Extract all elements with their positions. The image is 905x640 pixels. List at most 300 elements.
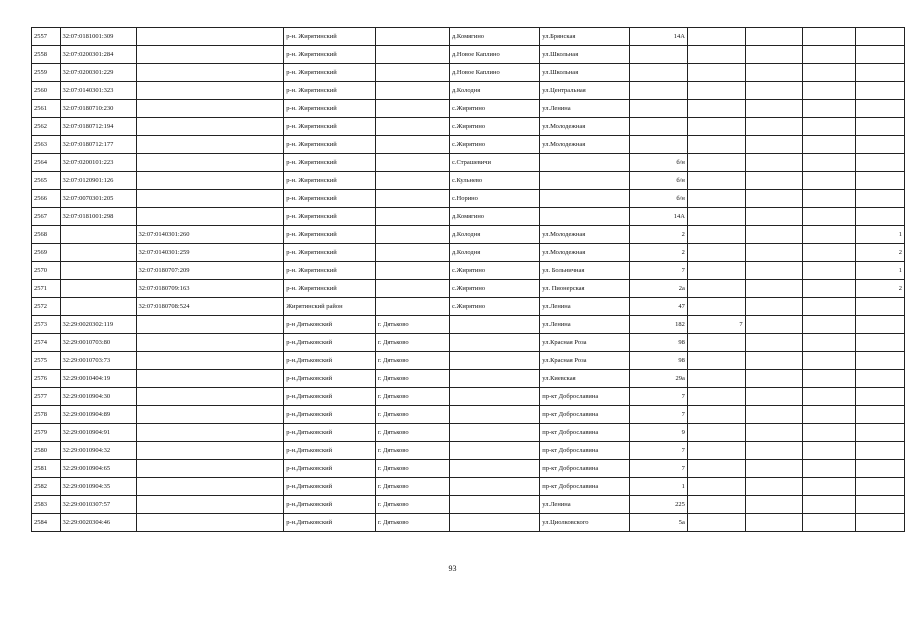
cadastral-number-alt-cell: 32:07:0140301:259 xyxy=(136,244,284,262)
cadastral-number-alt-cell xyxy=(136,208,284,226)
cadastral-number-alt-cell xyxy=(136,388,284,406)
city-cell xyxy=(375,82,449,100)
extra-cell-2 xyxy=(803,172,856,190)
street-cell: пр-кт Доброславина xyxy=(540,424,630,442)
district-cell: р-н. Жирятинский xyxy=(284,154,376,172)
city-cell: г. Дятьково xyxy=(375,442,449,460)
cadastral-number-alt-cell xyxy=(136,118,284,136)
street-cell: ул. Пионерская xyxy=(540,280,630,298)
row-number-cell: 2584 xyxy=(32,514,61,532)
row-number-cell: 2583 xyxy=(32,496,61,514)
extra-cell-2 xyxy=(803,154,856,172)
extra-cell-2 xyxy=(803,208,856,226)
extra-cell-2 xyxy=(803,424,856,442)
settlement-cell xyxy=(450,442,540,460)
cadastral-number-cell: 32:07:0070301:205 xyxy=(60,190,136,208)
building-cell xyxy=(687,64,745,82)
cadastral-number-cell: 32:29:0010904:65 xyxy=(60,460,136,478)
street-cell: ул.Ленина xyxy=(540,496,630,514)
extra-cell-1 xyxy=(745,46,803,64)
building-cell xyxy=(687,28,745,46)
row-number-cell: 2561 xyxy=(32,100,61,118)
building-cell xyxy=(687,424,745,442)
extra-cell-2 xyxy=(803,64,856,82)
extra-cell-2 xyxy=(803,496,856,514)
district-cell: р-н.Дятьковский xyxy=(284,424,376,442)
building-cell xyxy=(687,442,745,460)
city-cell xyxy=(375,226,449,244)
settlement-cell: с.Норино xyxy=(450,190,540,208)
apartment-cell xyxy=(855,406,904,424)
row-number-cell: 2560 xyxy=(32,82,61,100)
street-cell xyxy=(540,208,630,226)
extra-cell-1 xyxy=(745,352,803,370)
table-row xyxy=(32,334,905,352)
district-cell: р-н. Жирятинский xyxy=(284,226,376,244)
building-cell xyxy=(687,280,745,298)
city-cell: г. Дятьково xyxy=(375,424,449,442)
apartment-cell xyxy=(855,100,904,118)
apartment-cell xyxy=(855,46,904,64)
apartment-cell xyxy=(855,118,904,136)
row-number-cell: 2577 xyxy=(32,388,61,406)
district-cell: р-н.Дятьковский xyxy=(284,514,376,532)
extra-cell-1 xyxy=(745,280,803,298)
city-cell xyxy=(375,262,449,280)
district-cell: р-н.Дятьковский xyxy=(284,460,376,478)
row-number-cell: 2557 xyxy=(32,28,61,46)
settlement-cell: с.Жирятино xyxy=(450,280,540,298)
city-cell xyxy=(375,172,449,190)
house-number-cell xyxy=(629,64,687,82)
settlement-cell: д.Комягино xyxy=(450,28,540,46)
district-cell: р-н.Дятьковский xyxy=(284,352,376,370)
building-cell xyxy=(687,370,745,388)
district-cell: р-н. Жирятинский xyxy=(284,172,376,190)
street-cell: ул.Молодежная xyxy=(540,118,630,136)
apartment-cell xyxy=(855,424,904,442)
row-number-cell: 2558 xyxy=(32,46,61,64)
cadastral-number-cell: 32:29:0010904:35 xyxy=(60,478,136,496)
extra-cell-2 xyxy=(803,316,856,334)
street-cell: ул.Красная Роза xyxy=(540,334,630,352)
district-cell: р-н. Жирятинский xyxy=(284,280,376,298)
row-number-cell: 2578 xyxy=(32,406,61,424)
table-row xyxy=(32,424,905,442)
apartment-cell xyxy=(855,28,904,46)
cadastral-number-cell: 32:07:0200301:284 xyxy=(60,46,136,64)
extra-cell-2 xyxy=(803,82,856,100)
city-cell: г. Дятьково xyxy=(375,514,449,532)
row-number-cell: 2569 xyxy=(32,244,61,262)
settlement-cell: д.Колодня xyxy=(450,82,540,100)
extra-cell-2 xyxy=(803,262,856,280)
extra-cell-1 xyxy=(745,172,803,190)
house-number-cell xyxy=(629,46,687,64)
apartment-cell xyxy=(855,64,904,82)
district-cell: р-н. Жирятинский xyxy=(284,64,376,82)
house-number-cell: 9 xyxy=(629,424,687,442)
extra-cell-2 xyxy=(803,226,856,244)
extra-cell-2 xyxy=(803,370,856,388)
cadastral-number-cell xyxy=(60,226,136,244)
cadastral-number-alt-cell xyxy=(136,424,284,442)
extra-cell-2 xyxy=(803,388,856,406)
street-cell: ул.Молодежная xyxy=(540,226,630,244)
district-cell: р-н. Жирятинский xyxy=(284,262,376,280)
cadastral-number-cell: 32:07:0200101:223 xyxy=(60,154,136,172)
district-cell: р-н.Дятьковский xyxy=(284,406,376,424)
city-cell xyxy=(375,136,449,154)
house-number-cell: 7 xyxy=(629,262,687,280)
table-body xyxy=(32,28,905,532)
row-number-cell: 2574 xyxy=(32,334,61,352)
apartment-cell xyxy=(855,478,904,496)
cadastral-number-cell: 32:07:0180712:177 xyxy=(60,136,136,154)
extra-cell-1 xyxy=(745,154,803,172)
settlement-cell xyxy=(450,406,540,424)
table-row xyxy=(32,370,905,388)
table-row xyxy=(32,46,905,64)
district-cell: р-н.Дятьковский xyxy=(284,334,376,352)
cadastral-number-cell: 32:07:0200301:229 xyxy=(60,64,136,82)
extra-cell-1 xyxy=(745,262,803,280)
house-number-cell xyxy=(629,100,687,118)
extra-cell-1 xyxy=(745,370,803,388)
district-cell: р-н. Жирятинский xyxy=(284,28,376,46)
city-cell xyxy=(375,244,449,262)
table-row xyxy=(32,172,905,190)
building-cell xyxy=(687,118,745,136)
house-number-cell: 5а xyxy=(629,514,687,532)
street-cell xyxy=(540,172,630,190)
cadastral-number-alt-cell xyxy=(136,352,284,370)
house-number-cell: 29а xyxy=(629,370,687,388)
settlement-cell: с.Жирятино xyxy=(450,118,540,136)
row-number-cell: 2568 xyxy=(32,226,61,244)
district-cell: р-н. Жирятинский xyxy=(284,46,376,64)
cadastral-number-cell xyxy=(60,280,136,298)
cadastral-number-cell: 32:07:0140301:323 xyxy=(60,82,136,100)
city-cell xyxy=(375,64,449,82)
extra-cell-2 xyxy=(803,478,856,496)
settlement-cell xyxy=(450,496,540,514)
building-cell xyxy=(687,496,745,514)
city-cell: г. Дятьково xyxy=(375,496,449,514)
row-number-cell: 2571 xyxy=(32,280,61,298)
apartment-cell xyxy=(855,136,904,154)
city-cell: г. Дятьково xyxy=(375,406,449,424)
street-cell: ул.Киевская xyxy=(540,370,630,388)
district-cell: Жирятинский район xyxy=(284,298,376,316)
house-number-cell xyxy=(629,136,687,154)
row-number-cell: 2575 xyxy=(32,352,61,370)
street-cell: ул.Ленина xyxy=(540,316,630,334)
building-cell xyxy=(687,136,745,154)
cadastral-number-alt-cell xyxy=(136,514,284,532)
row-number-cell: 2570 xyxy=(32,262,61,280)
extra-cell-1 xyxy=(745,334,803,352)
extra-cell-2 xyxy=(803,352,856,370)
table-row xyxy=(32,316,905,334)
cadastral-number-cell: 32:29:0010307:57 xyxy=(60,496,136,514)
settlement-cell: д.Колодня xyxy=(450,244,540,262)
extra-cell-2 xyxy=(803,28,856,46)
street-cell: ул. Больничная xyxy=(540,262,630,280)
table-row xyxy=(32,298,905,316)
table-row xyxy=(32,496,905,514)
cadastral-number-cell: 32:29:0010904:32 xyxy=(60,442,136,460)
city-cell xyxy=(375,298,449,316)
cadastral-number-alt-cell: 32:07:0180707:209 xyxy=(136,262,284,280)
row-number-cell: 2582 xyxy=(32,478,61,496)
apartment-cell xyxy=(855,154,904,172)
district-cell: р-н. Жирятинский xyxy=(284,82,376,100)
settlement-cell xyxy=(450,316,540,334)
table-row xyxy=(32,460,905,478)
city-cell: г. Дятьково xyxy=(375,352,449,370)
building-cell xyxy=(687,334,745,352)
extra-cell-2 xyxy=(803,118,856,136)
settlement-cell xyxy=(450,514,540,532)
settlement-cell xyxy=(450,424,540,442)
cadastral-number-cell: 32:29:0010904:89 xyxy=(60,406,136,424)
table-row xyxy=(32,280,905,298)
apartment-cell xyxy=(855,496,904,514)
street-cell: ул.Школьная xyxy=(540,64,630,82)
cadastral-number-cell: 32:07:0181001:298 xyxy=(60,208,136,226)
settlement-cell xyxy=(450,352,540,370)
extra-cell-1 xyxy=(745,118,803,136)
building-cell xyxy=(687,460,745,478)
city-cell xyxy=(375,280,449,298)
settlement-cell: с.Кульнево xyxy=(450,172,540,190)
street-cell: пр-кт Доброславина xyxy=(540,442,630,460)
apartment-cell xyxy=(855,388,904,406)
cadastral-number-cell: 32:07:0180712:194 xyxy=(60,118,136,136)
apartment-cell xyxy=(855,172,904,190)
cadastral-number-cell: 32:29:0010703:73 xyxy=(60,352,136,370)
table-row xyxy=(32,514,905,532)
cadastral-number-cell: 32:29:0010404:19 xyxy=(60,370,136,388)
cadastral-number-alt-cell xyxy=(136,496,284,514)
apartment-cell: 1 xyxy=(855,226,904,244)
extra-cell-1 xyxy=(745,64,803,82)
extra-cell-1 xyxy=(745,388,803,406)
district-cell: р-н.Дятьковский xyxy=(284,370,376,388)
row-number-cell: 2562 xyxy=(32,118,61,136)
house-number-cell: б/н xyxy=(629,190,687,208)
cadastral-number-alt-cell xyxy=(136,442,284,460)
table-row xyxy=(32,388,905,406)
extra-cell-1 xyxy=(745,496,803,514)
cadastral-number-cell: 32:07:0180710:230 xyxy=(60,100,136,118)
settlement-cell xyxy=(450,334,540,352)
table-row xyxy=(32,100,905,118)
apartment-cell xyxy=(855,352,904,370)
house-number-cell: 2 xyxy=(629,226,687,244)
cadastral-number-alt-cell xyxy=(136,46,284,64)
row-number-cell: 2559 xyxy=(32,64,61,82)
building-cell xyxy=(687,82,745,100)
extra-cell-1 xyxy=(745,478,803,496)
house-number-cell: б/н xyxy=(629,172,687,190)
city-cell xyxy=(375,46,449,64)
cadastral-number-alt-cell xyxy=(136,370,284,388)
house-number-cell: 7 xyxy=(629,460,687,478)
apartment-cell: 1 xyxy=(855,262,904,280)
extra-cell-1 xyxy=(745,136,803,154)
house-number-cell: 14А xyxy=(629,208,687,226)
table-row xyxy=(32,136,905,154)
building-cell xyxy=(687,46,745,64)
cadastral-number-alt-cell xyxy=(136,100,284,118)
district-cell: р-н. Жирятинский xyxy=(284,244,376,262)
extra-cell-2 xyxy=(803,442,856,460)
cadastral-number-cell xyxy=(60,244,136,262)
cadastral-number-alt-cell xyxy=(136,136,284,154)
cadastral-number-cell: 32:29:0020302:119 xyxy=(60,316,136,334)
cadastral-number-alt-cell: 32:07:0180709:163 xyxy=(136,280,284,298)
settlement-cell: с.Жирятино xyxy=(450,262,540,280)
table-row xyxy=(32,208,905,226)
cadastral-number-alt-cell xyxy=(136,460,284,478)
extra-cell-2 xyxy=(803,190,856,208)
table-row xyxy=(32,118,905,136)
table-row xyxy=(32,82,905,100)
district-cell: р-н.Дятьковский xyxy=(284,496,376,514)
extra-cell-2 xyxy=(803,334,856,352)
extra-cell-1 xyxy=(745,82,803,100)
table-row xyxy=(32,262,905,280)
house-number-cell: 14А xyxy=(629,28,687,46)
extra-cell-2 xyxy=(803,406,856,424)
cadastral-number-alt-cell xyxy=(136,154,284,172)
house-number-cell: б/н xyxy=(629,154,687,172)
row-number-cell: 2564 xyxy=(32,154,61,172)
building-cell xyxy=(687,298,745,316)
apartment-cell xyxy=(855,514,904,532)
building-cell xyxy=(687,154,745,172)
house-number-cell: 7 xyxy=(629,442,687,460)
cadastral-number-cell xyxy=(60,262,136,280)
city-cell: г. Дятьково xyxy=(375,460,449,478)
street-cell: ул.Красная Роза xyxy=(540,352,630,370)
cadastral-number-cell: 32:29:0010904:30 xyxy=(60,388,136,406)
settlement-cell: с.Жирятино xyxy=(450,298,540,316)
extra-cell-1 xyxy=(745,442,803,460)
row-number-cell: 2579 xyxy=(32,424,61,442)
apartment-cell: 2 xyxy=(855,244,904,262)
extra-cell-1 xyxy=(745,100,803,118)
settlement-cell xyxy=(450,388,540,406)
building-cell xyxy=(687,388,745,406)
apartment-cell xyxy=(855,334,904,352)
street-cell: пр-кт Доброславина xyxy=(540,478,630,496)
table-row xyxy=(32,442,905,460)
settlement-cell xyxy=(450,478,540,496)
apartment-cell xyxy=(855,208,904,226)
building-cell xyxy=(687,406,745,424)
house-number-cell: 98 xyxy=(629,352,687,370)
house-number-cell: 98 xyxy=(629,334,687,352)
cadastral-number-cell: 32:29:0010703:80 xyxy=(60,334,136,352)
building-cell: 7 xyxy=(687,316,745,334)
row-number-cell: 2576 xyxy=(32,370,61,388)
cadastral-number-alt-cell xyxy=(136,172,284,190)
building-cell xyxy=(687,478,745,496)
cadastral-number-alt-cell xyxy=(136,406,284,424)
building-cell xyxy=(687,352,745,370)
table-row xyxy=(32,190,905,208)
city-cell: г. Дятьково xyxy=(375,334,449,352)
settlement-cell xyxy=(450,460,540,478)
apartment-cell xyxy=(855,460,904,478)
extra-cell-1 xyxy=(745,226,803,244)
cadastral-number-alt-cell xyxy=(136,478,284,496)
street-cell: ул.Брянская xyxy=(540,28,630,46)
row-number-cell: 2580 xyxy=(32,442,61,460)
house-number-cell xyxy=(629,118,687,136)
cadastral-number-cell: 32:07:0120901:126 xyxy=(60,172,136,190)
extra-cell-2 xyxy=(803,460,856,478)
extra-cell-1 xyxy=(745,28,803,46)
cadastral-number-alt-cell xyxy=(136,82,284,100)
settlement-cell: д.Колодня xyxy=(450,226,540,244)
street-cell: ул.Молодежная xyxy=(540,136,630,154)
building-cell xyxy=(687,190,745,208)
building-cell xyxy=(687,244,745,262)
table-row xyxy=(32,244,905,262)
row-number-cell: 2581 xyxy=(32,460,61,478)
house-number-cell: 182 xyxy=(629,316,687,334)
street-cell: ул.Школьная xyxy=(540,46,630,64)
extra-cell-1 xyxy=(745,190,803,208)
cadastral-number-alt-cell xyxy=(136,64,284,82)
city-cell: г. Дятьково xyxy=(375,370,449,388)
settlement-cell xyxy=(450,370,540,388)
house-number-cell: 7 xyxy=(629,388,687,406)
district-cell: р-н.Дятьковский xyxy=(284,478,376,496)
extra-cell-1 xyxy=(745,406,803,424)
apartment-cell xyxy=(855,298,904,316)
building-cell xyxy=(687,262,745,280)
apartment-cell xyxy=(855,190,904,208)
house-number-cell: 47 xyxy=(629,298,687,316)
apartment-cell xyxy=(855,442,904,460)
street-cell: ул.Центральная xyxy=(540,82,630,100)
extra-cell-1 xyxy=(745,208,803,226)
page-number: 93 xyxy=(448,564,457,573)
extra-cell-1 xyxy=(745,298,803,316)
street-cell: пр-кт Доброславина xyxy=(540,460,630,478)
cadastral-number-cell: 32:29:0020304:46 xyxy=(60,514,136,532)
house-number-cell xyxy=(629,82,687,100)
extra-cell-1 xyxy=(745,460,803,478)
registry-table xyxy=(31,27,905,532)
cadastral-number-cell: 32:29:0010904:91 xyxy=(60,424,136,442)
extra-cell-1 xyxy=(745,244,803,262)
building-cell xyxy=(687,208,745,226)
row-number-cell: 2563 xyxy=(32,136,61,154)
extra-cell-2 xyxy=(803,298,856,316)
apartment-cell xyxy=(855,82,904,100)
table-row xyxy=(32,406,905,424)
house-number-cell: 225 xyxy=(629,496,687,514)
house-number-cell: 2а xyxy=(629,280,687,298)
extra-cell-2 xyxy=(803,514,856,532)
street-cell: пр-кт Доброславина xyxy=(540,406,630,424)
